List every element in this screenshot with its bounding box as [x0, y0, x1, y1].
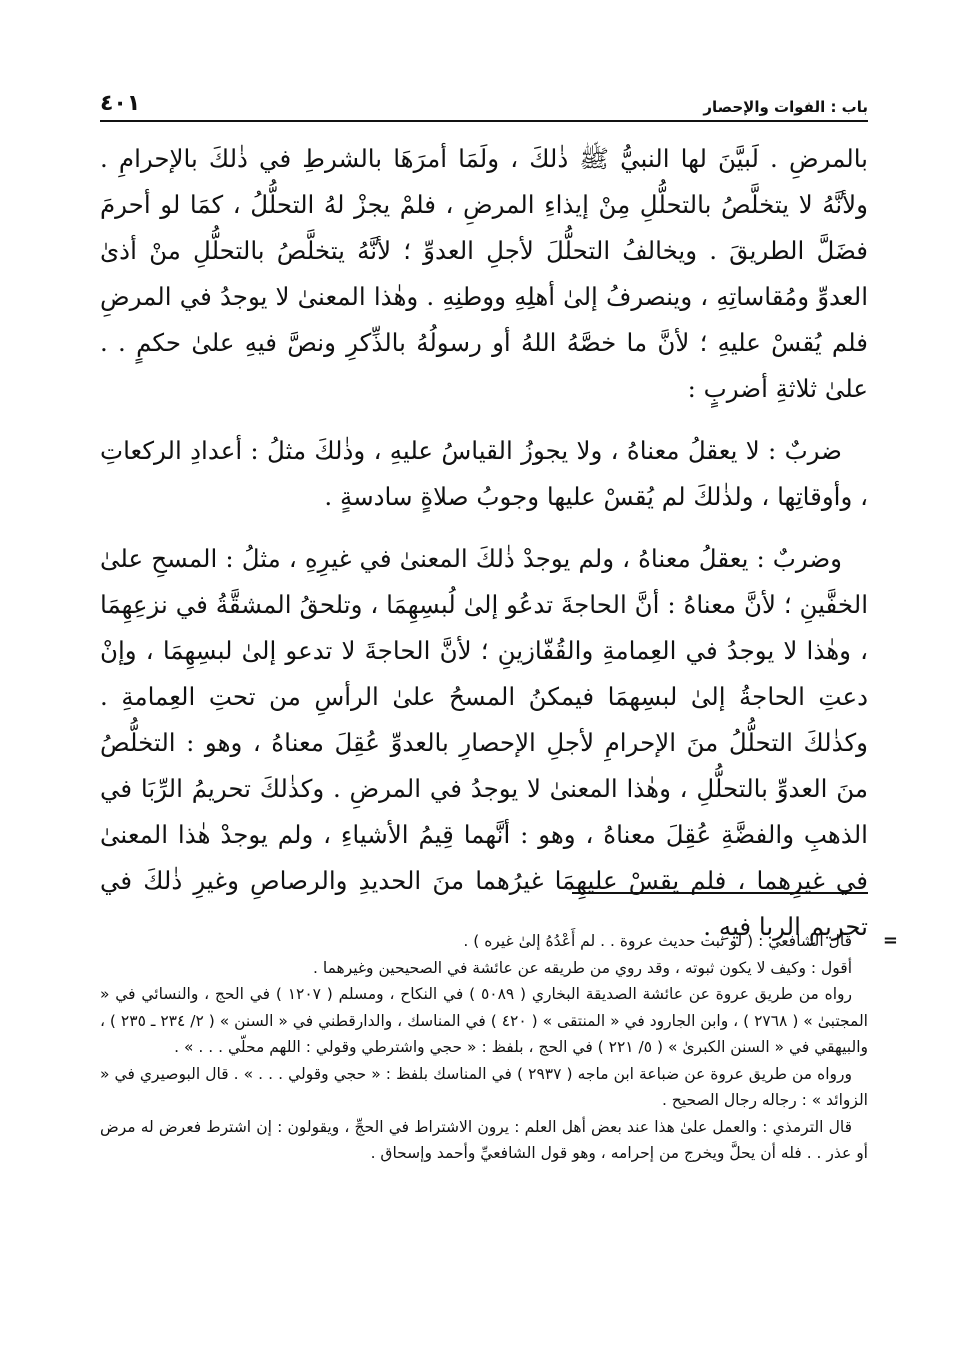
footnotes [100, 928, 898, 1167]
paragraph-3: وضربٌ : يعقلُ معناهُ ، ولم يوجدْ ذٰلكَ المعنىٰ في غيرِهِ ، مثلُ : المسحِ علىٰ الخفَّينِ ؛ لأنَّ معناهُ : أنَّ الحاجةَ تدعُو إلىٰ لُبسِهِمَا ، وتلحقُ المشقَّةُ في نزعِهِمَا ، وهٰذا لا يوجدُ في العِمامةِ والقُفّازينِ ؛ لأنَّ الحاجةَ لا تدعو إلىٰ لبسِهِمَا ، وإنْ دعتِ الحاجةُ إلىٰ لبسِهمَا فيمكنُ المسحُ علىٰ الرأسِ من تحتِ العِمامةِ . وكذٰلكَ التحلُّلُ منَ الإحرامِ لأجلِ الإحصارِ بالعدوِّ عُقِلَ معناهُ ، وهو : التخلُّصُ منَ العدوِّ بالتحلُّلِ ، وهٰذا المعنىٰ لا يوجدُ في المرضِ . وكذٰلكَ تحريمُ الرِّبَا في الذهبِ والفضَّةِ عُقِلَ معناهُ ، وهو : أنَّهما قِيمُ الأشياءِ ، ولم يوجدْ هٰذا المعنىٰ في غيرِهما ، فلم يقسْ عليهِمَا غيرُهما منَ الحديدِ والرصاصِ وغيرِ ذٰلكَ في تحريمِ الربا فيهِ . [100, 544, 868, 941]
footnote-line-3: رواه من طريق عروة عن عائشة الصديقة البخاري ( ٥٠٨٩ ) في النكاح ، ومسلم ( ١٢٠٧ ) في الحج ، والنسائي في « المجتبىٰ » ( ٢٧٦٨ ) ، وابن الجارود في « المنتقى » ( ٤٢٠ ) في المناسك ، والدارقطني في « السنن » ( ٢/ ٢٣٤ ـ ٢٣٥ ) ، والبيهقي في « السنن الكبرىٰ » ( ٥/ ٢٢١ ) في الحج ، بلفظ : « حجي واشترطي وقولي : اللهم محلّي . . . » . [100, 985, 868, 1056]
chapter-title: باب : الفوات والإحصار [703, 98, 868, 116]
footnote-line-2: أقول : وكيف لا يكون ثبوته ، وقد روي من طريقه عن عائشة في الصحيحين وغيرهما . [313, 958, 852, 977]
footnote-block [100, 928, 898, 955]
footnote-line-1: قال الشافعي : ( لو ثبت حديث عروة . . لم أَعْدُهُ إلىٰ غيره ) . [463, 932, 852, 950]
footnote-line-5: قال الترمذي : والعمل علىٰ هذا عند بعض أهل العلم : يرون الاشتراط في الحجِّ ، ويقولون : إن اشترط فعرض له مرض أو عذر . . فله أن يحلَّ ويخرج من إحرامه ، وهو قول الشافعيِّ وأحمد وإسحاق . [100, 1117, 868, 1162]
footnote-continuation-mark: = [882, 930, 898, 951]
paragraph-1: بالمرضِ . لَبيَّنَ لها النبيُّ ﷺ ذٰلكَ ، ولَمَا أمرَهَا بالشرطِ في ذٰلكَ بالإحرامِ . ولأنَّهُ لا يتخلَّصُ بالتحلُّلِ مِنْ إيذاءِ المرضِ ، فلمْ يجزْ لهُ التحلُّلُ ، كمَا لو أحرمَ فضَلَّ الطريقَ . ويخالفُ التحلُّلَ لأجلِ العدوِّ ؛ لأنَّهُ يتخلَّصُ بالتحلُّلِ منْ أذىٰ العدوِّ ومُقاساتِهِ ، وينصرفُ إلىٰ أهلِهِ ووطنِهِ . وهٰذا المعنىٰ لا يوجدُ في المرضِ فلم يُقسْ عليهِ ؛ لأنَّ ما خصَّهُ اللهُ أو رسولُهُ بالذِّكرِ ونصَّ فيهِ علىٰ حكمٍ . . علىٰ ثلاثةِ أضربٍ : [100, 144, 868, 403]
footnote-separator [572, 892, 868, 894]
main-text [100, 136, 868, 950]
footnote-line-4: ورواه من طريق عروة عن ضباعة ابن ماجه ( ٢٩٣٧ ) في المناسك بلفظ : « حجي وقولي . . . » . قال البوصيري في « الزوائد » : رجاله رجال الصحيح . [100, 1064, 868, 1109]
page-header [100, 86, 868, 122]
page-number: ٤٠١ [100, 91, 141, 116]
paragraph-2: ضربٌ : لا يعقلُ معناهُ ، ولا يجوزُ القياسُ عليهِ ، وذٰلكَ مثلُ : أعدادِ الركعاتِ ، وأوقاتِها ، ولذٰلكَ لم يُقسْ عليها وجوبُ صلاةٍ سادسةٍ . [100, 436, 868, 511]
